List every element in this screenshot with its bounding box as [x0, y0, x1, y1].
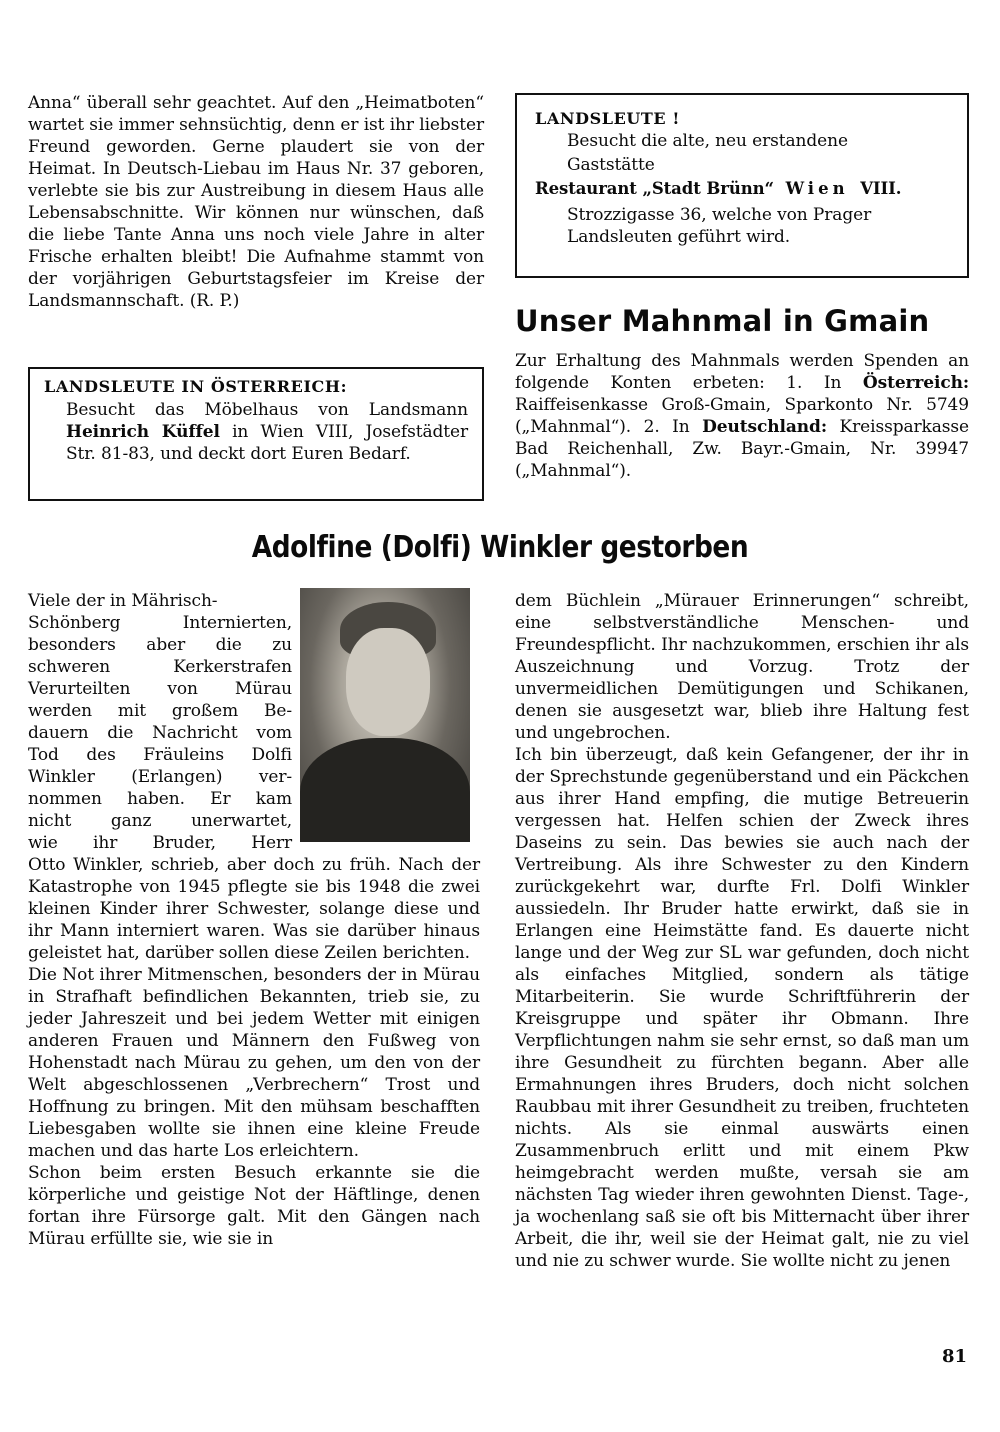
- mahnmal-text: [515, 350, 969, 482]
- wrap-line: schweren Kerkerstrafen: [28, 657, 292, 677]
- wrap-line: Winkler (Erlangen) ver-: [28, 767, 292, 787]
- portrait-photo: [300, 588, 470, 842]
- mahnmal-column: [515, 350, 969, 482]
- article-left-p1-rest: Otto Winkler, schrieb, aber doch zu früh. Nach der Katastrophe von 1945 pflegte sie bis 1948 die zwei kleinen Kinder ihrer Schwester, solange diese und ihr Mann interniert waren. Was sie darüber hinaus geleistet hat, darüber sollen diese Zeilen berichten.: [28, 855, 480, 963]
- article-headline: Adolfine (Dolfi) Winkler gestorben: [251, 530, 749, 565]
- mahnmal-label-deutschland: Deutschland:: [702, 417, 827, 437]
- ad-restaurant-name-line: [535, 178, 955, 200]
- mahnmal-text-2: Raiffeisenkasse Groß-Gmain, Sparkonto Nr. 5749 („Mahnmal“). 2. In: [515, 395, 969, 437]
- mahnmal-heading: Unser Mahnmal in Gmain: [515, 304, 930, 338]
- wrap-line: besonders aber die zu: [28, 635, 292, 655]
- intro-column: [28, 92, 484, 312]
- ad-restaurant-name: Restaurant „Stadt Brünn“: [535, 179, 774, 198]
- mahnmal-text-3: Kreissparkasse Bad Reichenhall, Zw. Bayr.-Gmain, Nr. 39947 („Mahnmal“).: [515, 417, 969, 481]
- article-left-column: [28, 854, 480, 1250]
- article-right-column: [515, 590, 969, 1272]
- ad-restaurant-district: VIII.: [860, 179, 902, 198]
- ad-restaurant-line2: Gaststätte: [567, 155, 655, 175]
- wrap-line: Schönberg Internierten,: [28, 613, 292, 633]
- ad-restaurant-line1: Besucht die alte, neu erstandene: [567, 131, 848, 151]
- intro-paragraph: Anna“ überall sehr geachtet. Auf den „Heimatboten“ wartet sie immer sehnsüchtig, denn er ist ihr liebster Freund geworden. Gerne plaudert sie von der Heimat. In Deutsch-Liebau im Haus Nr. 37 geboren, verlebte sie bis zur Austreibung in diesem Haus alle Lebensabschnitte. Wir können nur wünschen, daß die liebe Tante Anna uns noch viele Jahre in alter Frische erhalten bleibt! Die Aufnahme stammt von der vorjährigen Geburtstagsfeier im Kreise der Landsmannschaft. (R. P.): [28, 93, 484, 311]
- ad-restaurant-line5: Landsleuten geführt wird.: [567, 227, 791, 247]
- wrap-line: wie ihr Bruder, Herr: [28, 833, 292, 853]
- ad-restaurant-line4: Strozzigasse 36, welche von Prager: [567, 205, 872, 225]
- portrait-dress: [300, 738, 470, 842]
- ad-oesterreich-text: [44, 399, 468, 465]
- ad-restaurant-city: Wien: [785, 179, 849, 198]
- ad-oesterreich-text-after: in Wien VIII, Josefstädter Str. 81-83, und deckt dort Euren Bedarf.: [66, 422, 468, 464]
- article-left-p2: Die Not ihrer Mitmenschen, besonders der in Mürau in Strafhaft befindlichen Bekannten, trieb sie, zu jeder Jahreszeit und bei jedem Wetter mit einigen anderen Frauen und Männern den Fußweg von Hohenstadt nach Mürau zu gehen, um den von der Welt abgeschlossenen „Verbrechern“ Trost und Hoffnung zu bringen. Mit den mühsam beschafften Liebesgaben wollte sie ihnen eine kleine Freude machen und das harte Los erleichtern.: [28, 965, 480, 1161]
- ad-box-oesterreich: [28, 367, 484, 501]
- mahnmal-text-1: Zur Erhaltung des Mahnmals werden Spenden an folgende Konten erbeten: 1. In: [515, 351, 969, 393]
- portrait-face: [346, 628, 430, 736]
- mahnmal-label-oesterreich: Österreich:: [862, 373, 970, 393]
- wrap-line: Tod des Fräuleins Dolfi: [28, 745, 292, 765]
- wrap-line: nicht ganz unerwartet,: [28, 811, 292, 831]
- wrap-line: dauern die Nachricht vom: [28, 723, 292, 743]
- ad-box-restaurant: [515, 93, 969, 278]
- article-right-p2: Ich bin überzeugt, daß kein Gefangener, der ihr in der Sprechstunde gegenüberstand und ein Päckchen aus ihrer Hand empfing, die mutige Betreuerin vergessen hat. Helfen schien der Zweck ihres Daseins zu sein. Das bewies sie auch nach der Vertreibung. Als ihre Schwester zu den Kindern zurückgekehrt war, durfte Frl. Dolfi Winkler aussiedeln. Ihr Bruder hatte erwirkt, daß sie in Erlangen eine Heimstätte fand. Es dauerte nicht lange und der Weg zur SL war gefunden, doch nicht als einfaches Mitglied, sondern als tätige Mitarbeiterin. Sie wurde Schriftführerin der Kreisgruppe und später ihr Obmann. Ihre Verpflichtungen nahm sie sehr ernst, so daß man um ihre Gesundheit zu fürchten begann. Aber alle Ermahnungen ihres Bruders, doch nicht solchen Raubbau mit ihrer Gesundheit zu treiben, fruchteten nichts. Als sie einmal auswärts einen Zusammenbruch erlitt und mit einem Pkw heimgebracht werden mußte, versah sie am nächsten Tag wieder ihren gewohnten Dienst. Tage-, ja wochenlang saß sie oft bis Mitternacht über ihrer Arbeit, die ihr, weil sie der Heimat galt, nie zu viel und nie zu schwer wurde. Sie wollte nicht zu jenen: [515, 745, 969, 1271]
- wrap-line: werden mit großem Be-: [28, 701, 292, 721]
- article-left-p3: Schon beim ersten Besuch erkannte sie die körperliche und geistige Not der Häftlinge, denen fortan ihre Fürsorge galt. Mit den Gängen nach Mürau erfüllte sie, wie sie in: [28, 1163, 480, 1249]
- ad-restaurant-title: LANDSLEUTE !: [535, 109, 681, 128]
- page-number: 81: [942, 1346, 968, 1367]
- wrap-line: Verurteilten von Mürau: [28, 679, 292, 699]
- ad-oesterreich-name: Heinrich Küffel: [66, 422, 220, 442]
- ad-oesterreich-text-before: Besucht das Möbelhaus von Landsmann: [66, 400, 468, 420]
- ad-oesterreich-title: LANDSLEUTE IN ÖSTERREICH:: [44, 377, 348, 396]
- wrap-line: Viele der in Mährisch-: [28, 591, 218, 611]
- wrap-line: nommen haben. Er kam: [28, 789, 292, 809]
- article-left-wrap: [28, 590, 292, 854]
- article-right-p1: dem Büchlein „Mürauer Erinnerungen“ schreibt, eine selbstverständliche Menschen- und Freundespflicht. Ihr nachzukommen, erschien ihr als Auszeichnung und Vorzug. Trotz der unvermeidlichen Demütigungen und Schikanen, denen sie ausgesetzt war, blieb ihre Haltung fest und ungebrochen.: [515, 591, 969, 743]
